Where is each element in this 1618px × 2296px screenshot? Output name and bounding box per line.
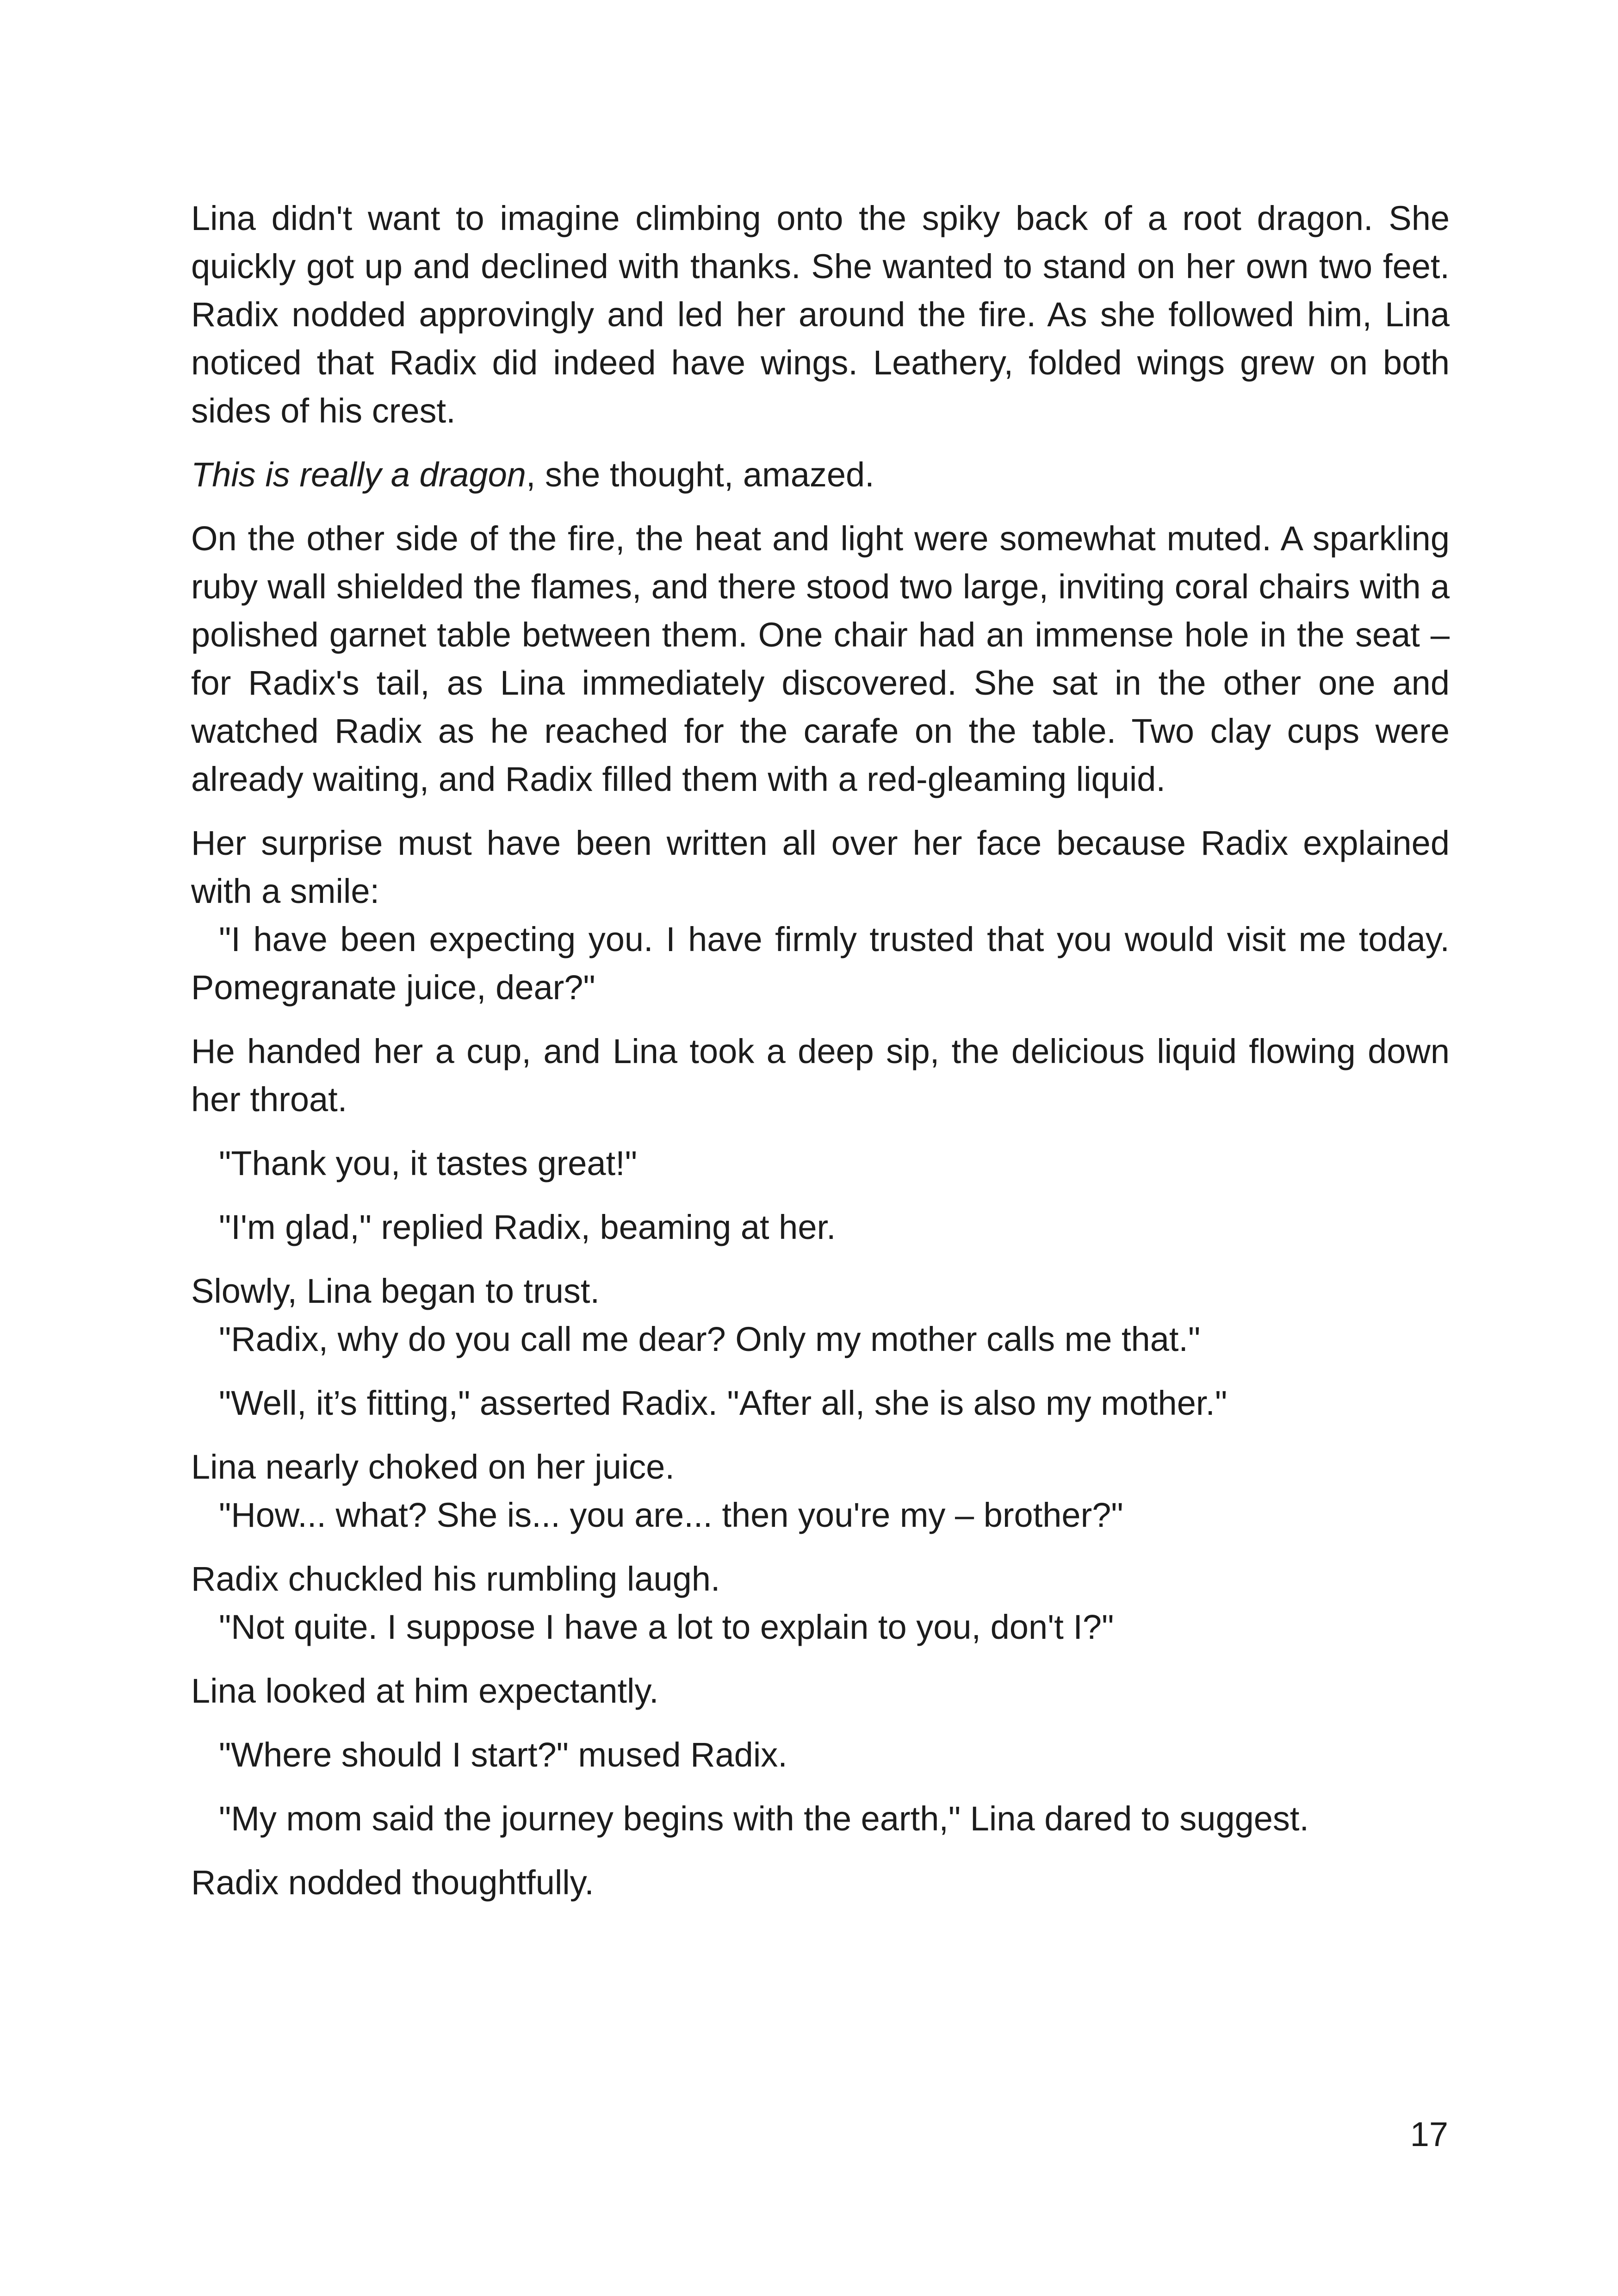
paragraph-12: Lina nearly choked on her juice. — [191, 1448, 675, 1486]
paragraph-2-rest: , she thought, amazed. — [526, 455, 874, 494]
paragraph-18: "My mom said the journey begins with the earth," Lina dared to suggest. — [219, 1799, 1309, 1838]
paragraph-5: "I have been expecting you. I have firmly trusted that you would visit me today. Pomegranate juice, dear?" — [191, 920, 1450, 1007]
paragraph-11: "Well, it’s fitting," asserted Radix. "After all, she is also my mother." — [219, 1384, 1227, 1422]
paragraph-2 — [191, 451, 1450, 499]
body-text — [191, 194, 1450, 1923]
paragraph-13: "How... what? She is... you are... then you're my – brother?" — [219, 1496, 1123, 1534]
paragraph-7: "Thank you, it tastes great!" — [219, 1144, 637, 1182]
paragraph-6: He handed her a cup, and Lina took a deep sip, the delicious liquid flowing down her throat. — [191, 1032, 1450, 1119]
paragraph-15: "Not quite. I suppose I have a lot to explain to you, don't I?" — [219, 1608, 1114, 1646]
paragraph-17: "Where should I start?" mused Radix. — [219, 1736, 787, 1774]
paragraph-4: Her surprise must have been written all over her face because Radix explained with a smile: — [191, 824, 1450, 910]
page-number: 17 — [1410, 2115, 1448, 2153]
paragraph-3: On the other side of the fire, the heat and light were somewhat muted. A sparkling ruby wall shielded the flames, and there stood two large, inviting coral chairs with a polished garnet table between them. One chair had an immense hole in the seat – for Radix's tail, as Lina immediately discovered. She sat in the other one and watched Radix as he reached for the carafe on the table. Two clay cups were already waiting, and Radix filled them with a red-gleaming liquid. — [191, 519, 1450, 798]
paragraph-1: Lina didn't want to imagine climbing onto the spiky back of a root dragon. She quickly got up and declined with thanks. She wanted to stand on her own two feet. Radix nodded approvingly and led her around the fire. As she followed him, Lina noticed that Radix did indeed have wings. Leathery, folded wings grew on both sides of his crest. — [191, 199, 1450, 430]
paragraph-16: Lina looked at him expectantly. — [191, 1672, 659, 1710]
paragraph-10: "Radix, why do you call me dear? Only my mother calls me that." — [219, 1320, 1201, 1358]
italic-thought: This is really a dragon — [191, 455, 526, 494]
paragraph-8: "I'm glad," replied Radix, beaming at her. — [219, 1208, 836, 1246]
paragraph-19: Radix nodded thoughtfully. — [191, 1863, 594, 1902]
paragraph-9: Slowly, Lina began to trust. — [191, 1272, 600, 1310]
paragraph-14: Radix chuckled his rumbling laugh. — [191, 1560, 720, 1598]
